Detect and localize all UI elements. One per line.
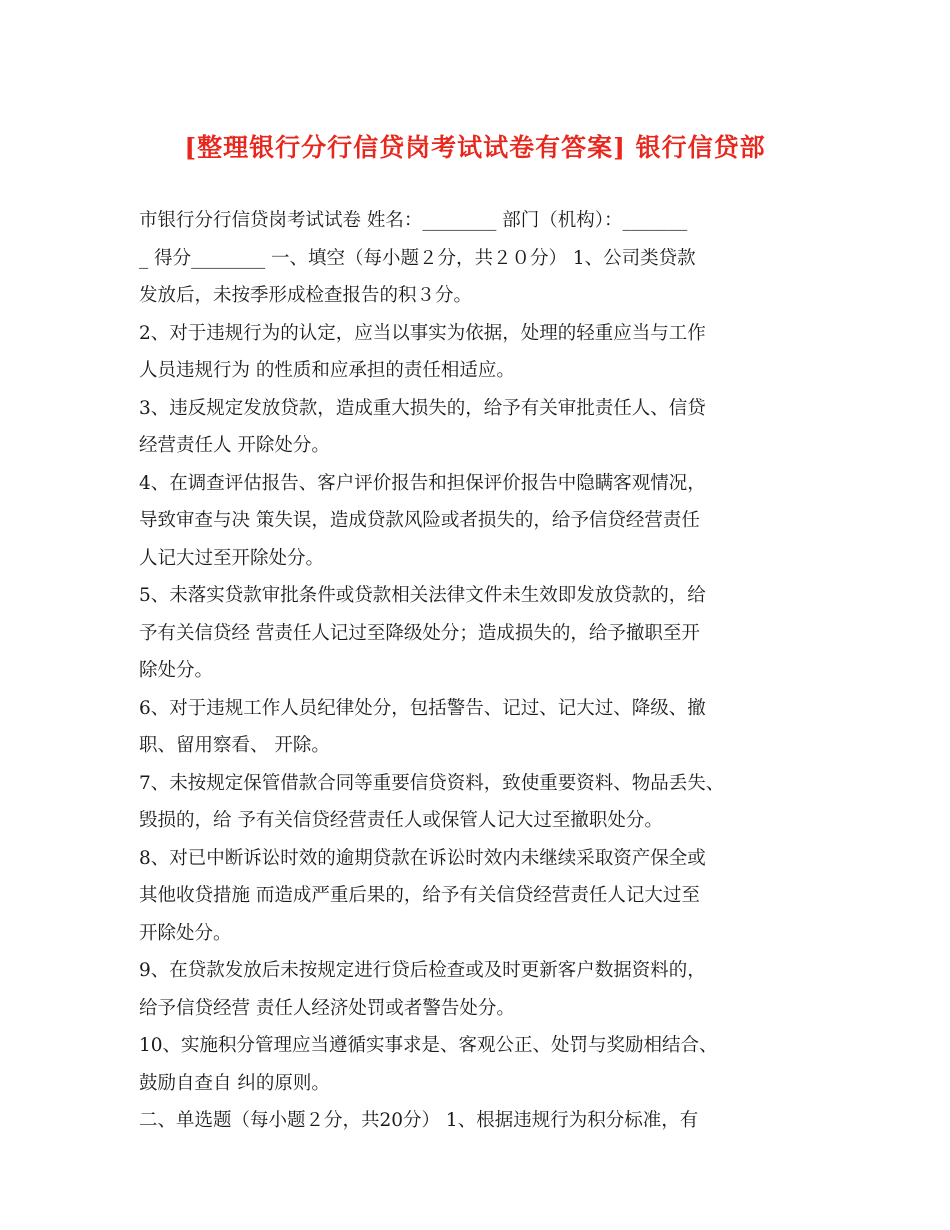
document-title: [整理银行分行信贷岗考试试卷有答案] 银行信贷部 [184, 133, 766, 162]
text-line: 给予信贷经营 责任人经济处罚或者警告处分。 [139, 997, 515, 1019]
text-line: 7、未按规定保管借款合同等重要信贷资料，致使重要资料、物品丢失、 [139, 772, 725, 794]
text-line: 除处分。 [139, 660, 214, 681]
text-line: _ 得分________ 一、填空（每小题２分，共２０分） 1、公司类贷款 [139, 247, 696, 269]
text-line: 经营责任人 开除处分。 [139, 435, 330, 456]
text-line: 鼓励自查自 纠的原则。 [139, 1072, 330, 1094]
text-line: 予有关信贷经 营责任人记过至降级处分；造成损失的，给予撤职至开 [139, 622, 700, 644]
text-line: 职、留用察看、 开除。 [139, 735, 330, 756]
text-line: 开除处分。 [139, 922, 232, 944]
text-line: 毁损的，给 予有关信贷经营责任人或保管人记大过至撤职处分。 [139, 810, 663, 831]
text-line: 市银行分行信贷岗考试试卷 姓名：________ 部门（机构）：_______ [139, 210, 688, 231]
text-line: 4、在调查评估报告、客户评价报告和担保评价报告中隐瞒客观情况， [139, 472, 706, 494]
text-line: 3、违反规定发放贷款，造成重大损失的，给予有关审批责任人、信贷 [139, 397, 706, 419]
text-line: 发放后，未按季形成检查报告的积３分。 [139, 285, 473, 306]
text-line: 5、未落实贷款审批条件或贷款相关法律文件未生效即发放贷款的，给 [139, 585, 706, 606]
text-line: 8、对已中断诉讼时效的逾期贷款在诉讼时效内未继续采取资产保全或 [139, 847, 706, 869]
text-line: 其他收贷措施 而造成严重后果的，给予有关信贷经营责任人记大过至 [139, 885, 700, 906]
text-line: 10、实施积分管理应当遵循实事求是、客观公正、处罚与奖励相结合、 [139, 1035, 718, 1056]
text-line: 人记大过至开除处分。 [139, 547, 325, 569]
text-line: 二、单选题（每小题２分，共20分） 1、根据违规行为积分标准，有 [139, 1110, 699, 1131]
document-body [139, 202, 829, 1140]
text-line: 9、在贷款发放后未按规定进行贷后检查或及时更新客户数据资料的， [139, 960, 706, 981]
text-line: 2、对于违规行为的认定，应当以事实为依据，处理的轻重应当与工作 [139, 322, 706, 344]
text-line: 6、对于违规工作人员纪律处分，包括警告、记过、记大过、降级、撤 [139, 697, 706, 719]
text-line: 导致审查与决 策失误，造成贷款风险或者损失的，给予信贷经营责任 [139, 510, 700, 531]
text-line: 人员违规行为 的性质和应承担的责任相适应。 [139, 360, 515, 381]
